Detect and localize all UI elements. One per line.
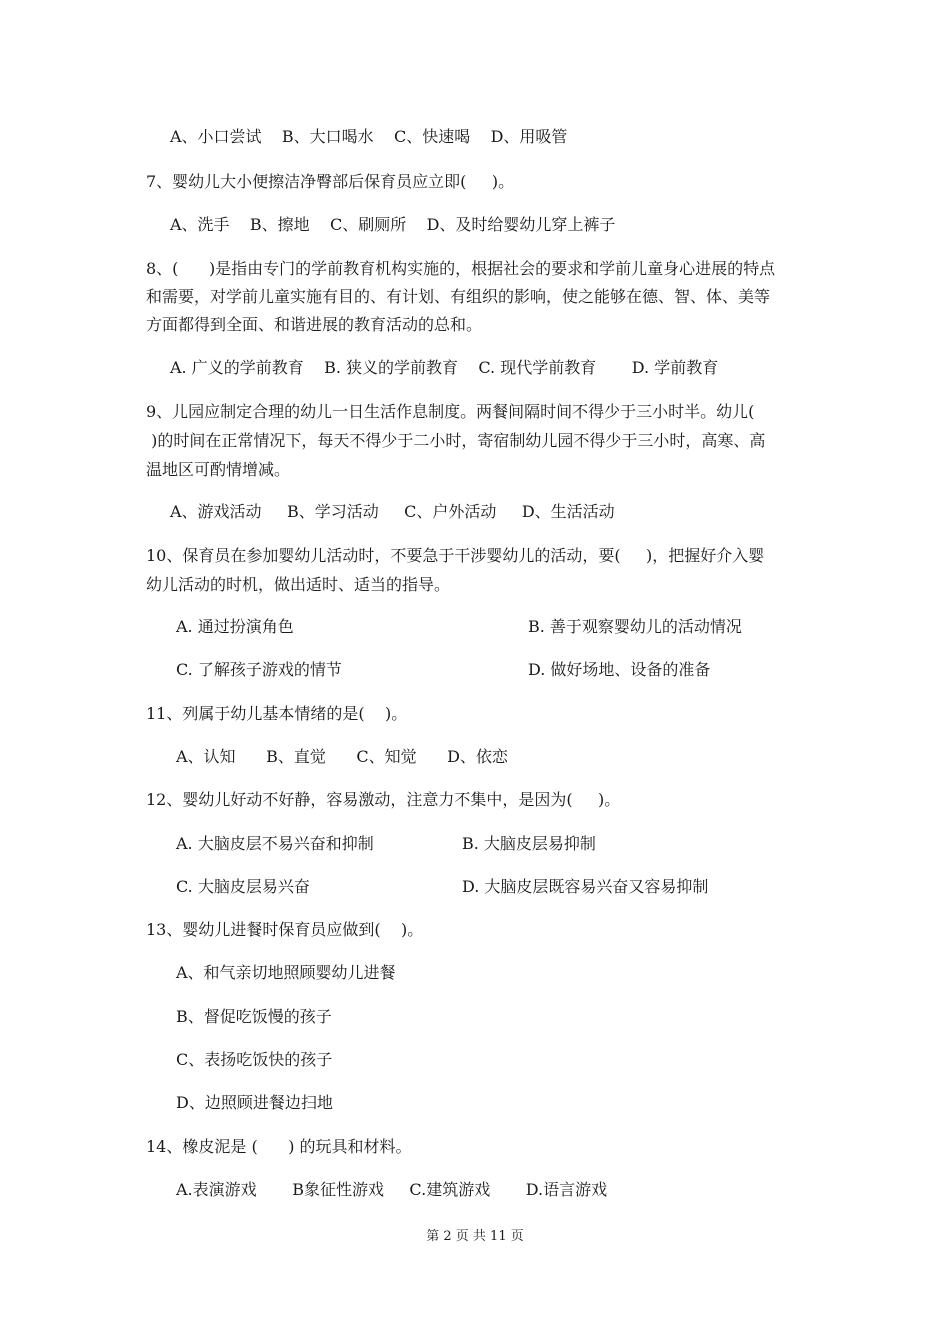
option-line: C、表扬吃饭快的孩子 (176, 1050, 333, 1069)
option-line: C. 了解孩子游戏的情节 (176, 660, 342, 679)
option-line: A. 通过扮演角色 (176, 617, 294, 636)
question-line: 11、列属于幼儿基本情绪的是( )。 (146, 704, 408, 723)
option-line: A.表演游戏 B象征性游戏 C.建筑游戏 D.语言游戏 (176, 1180, 608, 1199)
option-line: A、游戏活动 B、学习活动 C、户外活动 D、生活活动 (170, 502, 615, 521)
option-q12-d: D. 大脑皮层既容易兴奋又容易抑制 (462, 877, 709, 896)
option-line: A、和气亲切地照顾婴幼儿进餐 (176, 963, 396, 982)
question-continuation: )的时间在正常情况下，每天不得少于二小时，寄宿制幼儿园不得少于三小时，高寒、高 (146, 431, 766, 450)
page-number: 第 2 页 共 11 页 (426, 1229, 524, 1244)
option-line: A、小口尝试 B、大口喝水 C、快速喝 D、用吸管 (170, 127, 568, 146)
option-line: A、认知 B、直觉 C、知觉 D、依恋 (176, 747, 508, 766)
option-q10-d: D. 做好场地、设备的准备 (528, 660, 711, 679)
option-line: B、督促吃饭慢的孩子 (176, 1007, 332, 1026)
option-line: A. 大脑皮层不易兴奋和抑制 (176, 834, 374, 853)
question-continuation: 方面都得到全面、和谐进展的教育活动的总和。 (146, 315, 483, 334)
question-continuation: 幼儿活动的时机，做出适时、适当的指导。 (146, 575, 451, 594)
option-q12-b: B. 大脑皮层易抑制 (462, 834, 596, 853)
option-q10-b: B. 善于观察婴幼儿的活动情况 (528, 617, 742, 636)
question-line: 14、橡皮泥是 ( ) 的玩具和材料。 (146, 1137, 412, 1156)
question-line: 7、婴幼儿大小便擦洁净臀部后保育员应立即( )。 (146, 172, 515, 191)
option-line: A. 广义的学前教育 B. 狭义的学前教育 C. 现代学前教育 D. 学前教育 (170, 358, 719, 377)
question-line: 9、儿园应制定合理的幼儿一日生活作息制度。两餐间隔时间不得少于三小时半。幼儿( (146, 402, 755, 421)
option-line: A、洗手 B、擦地 C、刷厕所 D、及时给婴幼儿穿上裤子 (170, 215, 616, 234)
question-continuation: 温地区可酌情增减。 (146, 460, 291, 479)
question-line: 13、婴幼儿进餐时保育员应做到( )。 (146, 920, 424, 939)
question-continuation: 和需要，对学前儿童实施有目的、有计划、有组织的影响，使之能够在德、智、体、美等 (146, 287, 771, 306)
option-line: D、边照顾进餐边扫地 (176, 1093, 333, 1112)
option-line: C. 大脑皮层易兴奋 (176, 877, 310, 896)
question-line: 12、婴幼儿好动不好静，容易激动，注意力不集中，是因为( )。 (146, 790, 621, 809)
question-line: 10、保育员在参加婴幼儿活动时，不要急于干涉婴幼儿的活动，要( )，把握好介入婴 (146, 546, 765, 565)
question-line: 8、( )是指由专门的学前教育机构实施的，根据社会的要求和学前儿童身心进展的特点 (146, 259, 776, 278)
